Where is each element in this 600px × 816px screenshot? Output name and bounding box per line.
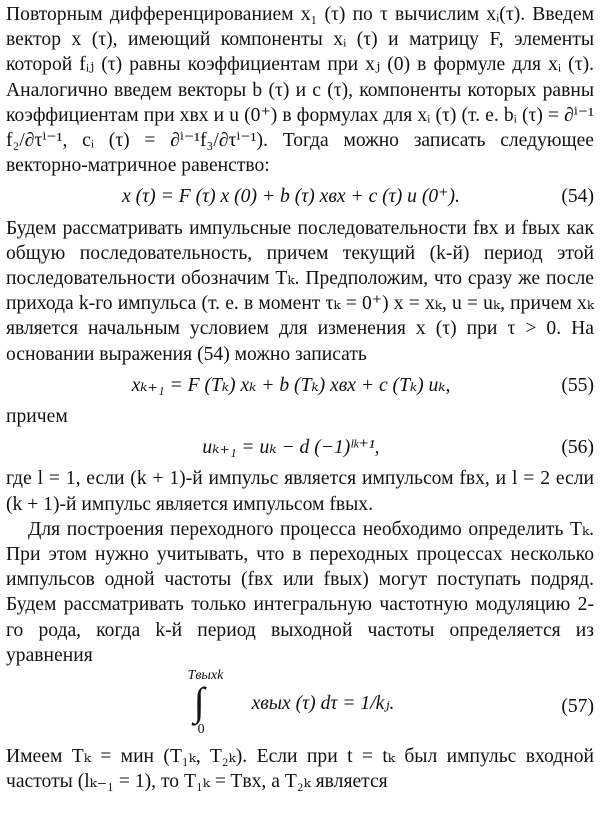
equation-54-body: x (τ) = F (τ) x (0) + b (τ) xвх + c (τ) u (0⁺). xyxy=(122,186,460,208)
equation-55 xyxy=(6,373,594,398)
integral-sign xyxy=(188,668,244,738)
equation-56-body: uₖ₊₁ = uₖ − d (−1)ˡᵏ⁺¹, xyxy=(202,437,380,459)
integral-lower-limit: 0 xyxy=(197,722,205,738)
equation-55-number: (55) xyxy=(561,374,594,396)
equation-57 xyxy=(6,670,594,744)
paragraph-3: причем xyxy=(6,406,68,428)
equation-57-body: xвых (τ) dτ = 1/kⱼ. xyxy=(251,692,395,714)
paragraph-4: где l = 1, если (k + 1)-й импульс является импульсом fвх, и l = 2 если (k + 1)-й импульс является импульсом fвых. xyxy=(6,468,594,515)
integral-upper-limit: Tвыхk xyxy=(187,668,224,684)
paragraph-6: Имеем Tₖ = мин (T₁ₖ, T₂ₖ). Если при t = tₖ был импульс входной частоты (lₖ₋₁ = 1), то T₁ₖ = Tвх, а T₂ₖ является xyxy=(6,746,594,793)
integral-glyph: ∫ xyxy=(193,679,205,725)
equation-54 xyxy=(6,184,594,209)
equation-56 xyxy=(6,435,594,460)
equation-56-number: (56) xyxy=(561,437,594,459)
paragraph-1: Повторным дифференцированием x₁ (τ) по τ вычислим xᵢ(τ). Введем вектор x (τ), имеющий компоненты xᵢ (τ) и матрицу F, элементы которой fᵢⱼ (τ) равны коэффициентам при xⱼ (0) в формуле для xᵢ (τ). Аналогично введем векторы b (τ) и c (τ), компоненты которых равны коэффициентам при xвх и u (0⁺) в формулах для xᵢ (τ) (т. е. bᵢ (τ) = ∂ⁱ⁻¹ f₂/∂τⁱ⁻¹, cᵢ (τ) = ∂ⁱ⁻¹f₃/∂τⁱ⁻¹). Тогда можно записать следующее векторно-матричное равенство: xyxy=(6,4,594,177)
paragraph-5: Для построения переходного процесса необходимо определить Tₖ. При этом нужно учитывать, что в переходных процессах несколько импульсов одной частоты (fвх или fвых) могут поступать подряд. Будем рассматривать только интегральную частотную модуляцию 2-го рода, когда k-й период выходной частоты определяется из уравнения xyxy=(6,518,594,666)
equation-55-body: xₖ₊₁ = F (Tₖ) xₖ + b (Tₖ) xвх + c (Tₖ) uₖ, xyxy=(131,374,451,396)
equation-54-number: (54) xyxy=(561,186,594,208)
equation-57-number: (57) xyxy=(561,696,594,718)
paragraph-2: Будем рассматривать импульсные последовательности fвх и fвых как общую последовательность, причем текущий (k-й) период этой последовательности обозначим Tₖ. Предположим, что сразу же после прихода k-го импульса (т. е. в момент τₖ = 0⁺) x = xₖ, u = uₖ, причем xₖ является начальным условием для изменения x (τ) при τ > 0. На основании выражения (54) можно записать xyxy=(6,217,594,365)
